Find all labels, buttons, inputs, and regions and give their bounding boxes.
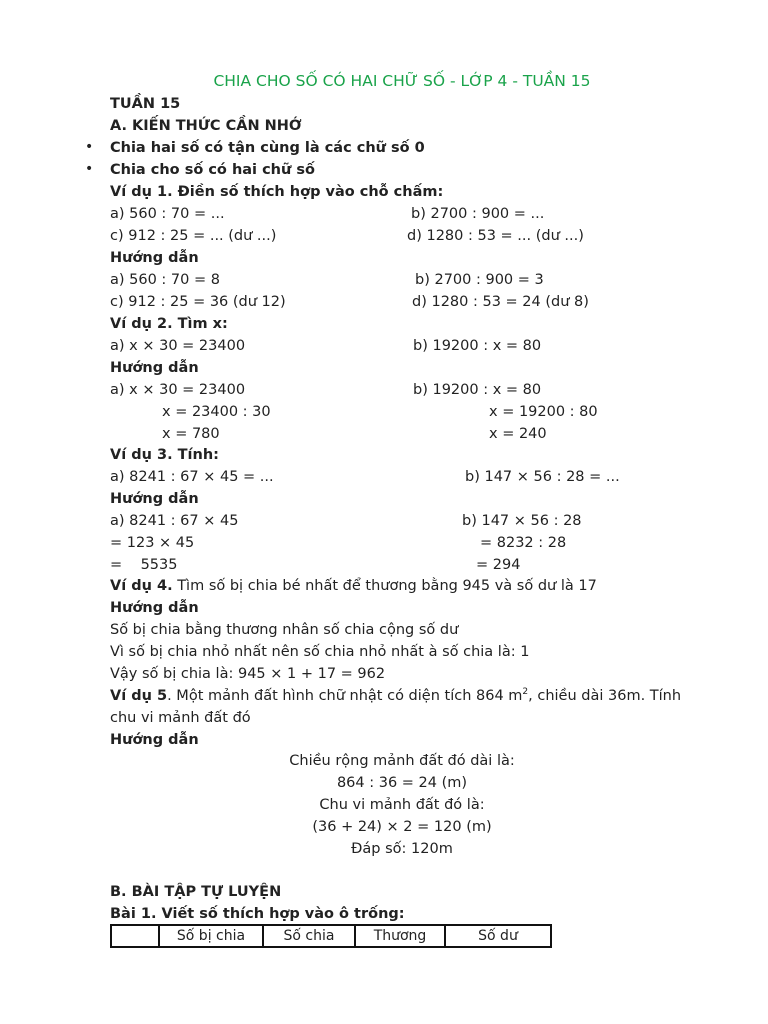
exercise-1-heading: Bài 1. Viết số thích hợp vào ô trống: (110, 906, 405, 922)
example-3-b: b) 147 × 56 : 28 = ... (465, 469, 620, 485)
page-title: CHIA CHO SỐ CÓ HAI CHỮ SỐ - LỚP 4 - TUẦN 15 (213, 72, 591, 90)
bullet-item: Chia cho số có hai chữ số (110, 162, 315, 178)
example-2-solution-b-line3: x = 240 (489, 426, 547, 442)
example-2-solution-a-line3: x = 780 (162, 426, 220, 442)
example-5-answer: Đáp số: 120m (351, 841, 453, 857)
example-1-a: a) 560 : 70 = ... (110, 206, 225, 222)
example-5-problem-line2: chu vi mảnh đất đó (110, 710, 251, 726)
example-3-solution-a-line3: = 5535 (110, 557, 178, 573)
example-2-solution-a-line1: a) x × 30 = 23400 (110, 382, 246, 398)
example-2-solution-a-line2: x = 23400 : 30 (162, 404, 271, 420)
example-1-solution-b: b) 2700 : 900 = 3 (415, 272, 544, 288)
table-header-cell: Thương (354, 926, 444, 946)
example-3-solution-a-line2: = 123 × 45 (110, 535, 195, 551)
example-2-solution-b-line1: b) 19200 : x = 80 (413, 382, 542, 398)
example-3-solution-b-line2: = 8232 : 28 (480, 535, 567, 551)
example-3-guide: Hướng dẫn (110, 491, 199, 507)
example-4-problem (110, 577, 597, 595)
example-2-guide: Hướng dẫn (110, 360, 199, 376)
table-header-cell (112, 926, 158, 946)
example-3-solution-a-line1: a) 8241 : 67 × 45 (110, 513, 239, 529)
example-5-solution-line3: Chu vi mảnh đất đó là: (319, 797, 485, 813)
example-5-text-part1: . Một mảnh đất hình chữ nhật có diện tích 864 m (167, 688, 523, 704)
table-header-cell: Số chia (262, 926, 354, 946)
bullet-icon: • (85, 139, 94, 155)
example-5-solution-line2: 864 : 36 = 24 (m) (336, 775, 468, 791)
example-5-solution-line4: (36 + 24) × 2 = 120 (m) (312, 819, 492, 835)
example-2-a: a) x × 30 = 23400 (110, 338, 246, 354)
example-5-guide: Hướng dẫn (110, 732, 199, 748)
section-a-heading: A. KIẾN THỨC CẦN NHỚ (110, 118, 302, 134)
example-2-b: b) 19200 : x = 80 (413, 338, 542, 354)
example-4-line2: Vì số bị chia nhỏ nhất nên số chia nhỏ nhất à số chia là: 1 (110, 644, 530, 660)
exercise-1-table (110, 924, 552, 948)
example-1-guide: Hướng dẫn (110, 250, 199, 266)
example-1-c: c) 912 : 25 = ... (dư ...) (110, 228, 277, 244)
table-header-cell: Số bị chia (158, 926, 262, 946)
example-5-solution-line1: Chiều rộng mảnh đất đó dài là: (289, 753, 515, 769)
example-2-solution-b-line2: x = 19200 : 80 (489, 404, 598, 420)
example-4-guide: Hướng dẫn (110, 600, 199, 616)
table-header-row (112, 926, 550, 946)
section-b-heading: B. BÀI TẬP TỰ LUYỆN (110, 884, 282, 900)
example-3-solution-b-line1: b) 147 × 56 : 28 (462, 513, 582, 529)
example-1-solution-d: d) 1280 : 53 = 24 (dư 8) (412, 294, 589, 310)
bullet-icon: • (85, 161, 94, 177)
table-header-cell: Số dư (444, 926, 550, 946)
example-4-text: Tìm số bị chia bé nhất để thương bằng 945 và số dư là 17 (172, 578, 597, 594)
example-1-b: b) 2700 : 900 = ... (411, 206, 545, 222)
example-1-d: d) 1280 : 53 = ... (dư ...) (407, 228, 584, 244)
example-4-label: Ví dụ 4. (110, 578, 173, 594)
bullet-item: Chia hai số có tận cùng là các chữ số 0 (110, 140, 425, 156)
week-heading: TUẦN 15 (110, 96, 181, 112)
example-3-heading: Ví dụ 3. Tính: (110, 447, 219, 463)
example-5-text-part2: , chiều dài 36m. Tính (528, 688, 682, 704)
example-1-solution-a: a) 560 : 70 = 8 (110, 272, 220, 288)
example-1-solution-c: c) 912 : 25 = 36 (dư 12) (110, 294, 286, 310)
example-1-heading: Ví dụ 1. Điền số thích hợp vào chỗ chấm: (110, 184, 444, 200)
example-5-superscript: 2 (522, 687, 529, 698)
example-5-problem (110, 687, 681, 705)
example-2-heading: Ví dụ 2. Tìm x: (110, 316, 228, 332)
example-4-line1: Số bị chia bằng thương nhân số chia cộng số dư (110, 622, 459, 638)
example-3-solution-b-line3: = 294 (476, 557, 521, 573)
example-5-label: Ví dụ 5 (110, 688, 168, 704)
example-4-line3: Vậy số bị chia là: 945 × 1 + 17 = 962 (110, 666, 386, 682)
example-3-a: a) 8241 : 67 × 45 = ... (110, 469, 274, 485)
